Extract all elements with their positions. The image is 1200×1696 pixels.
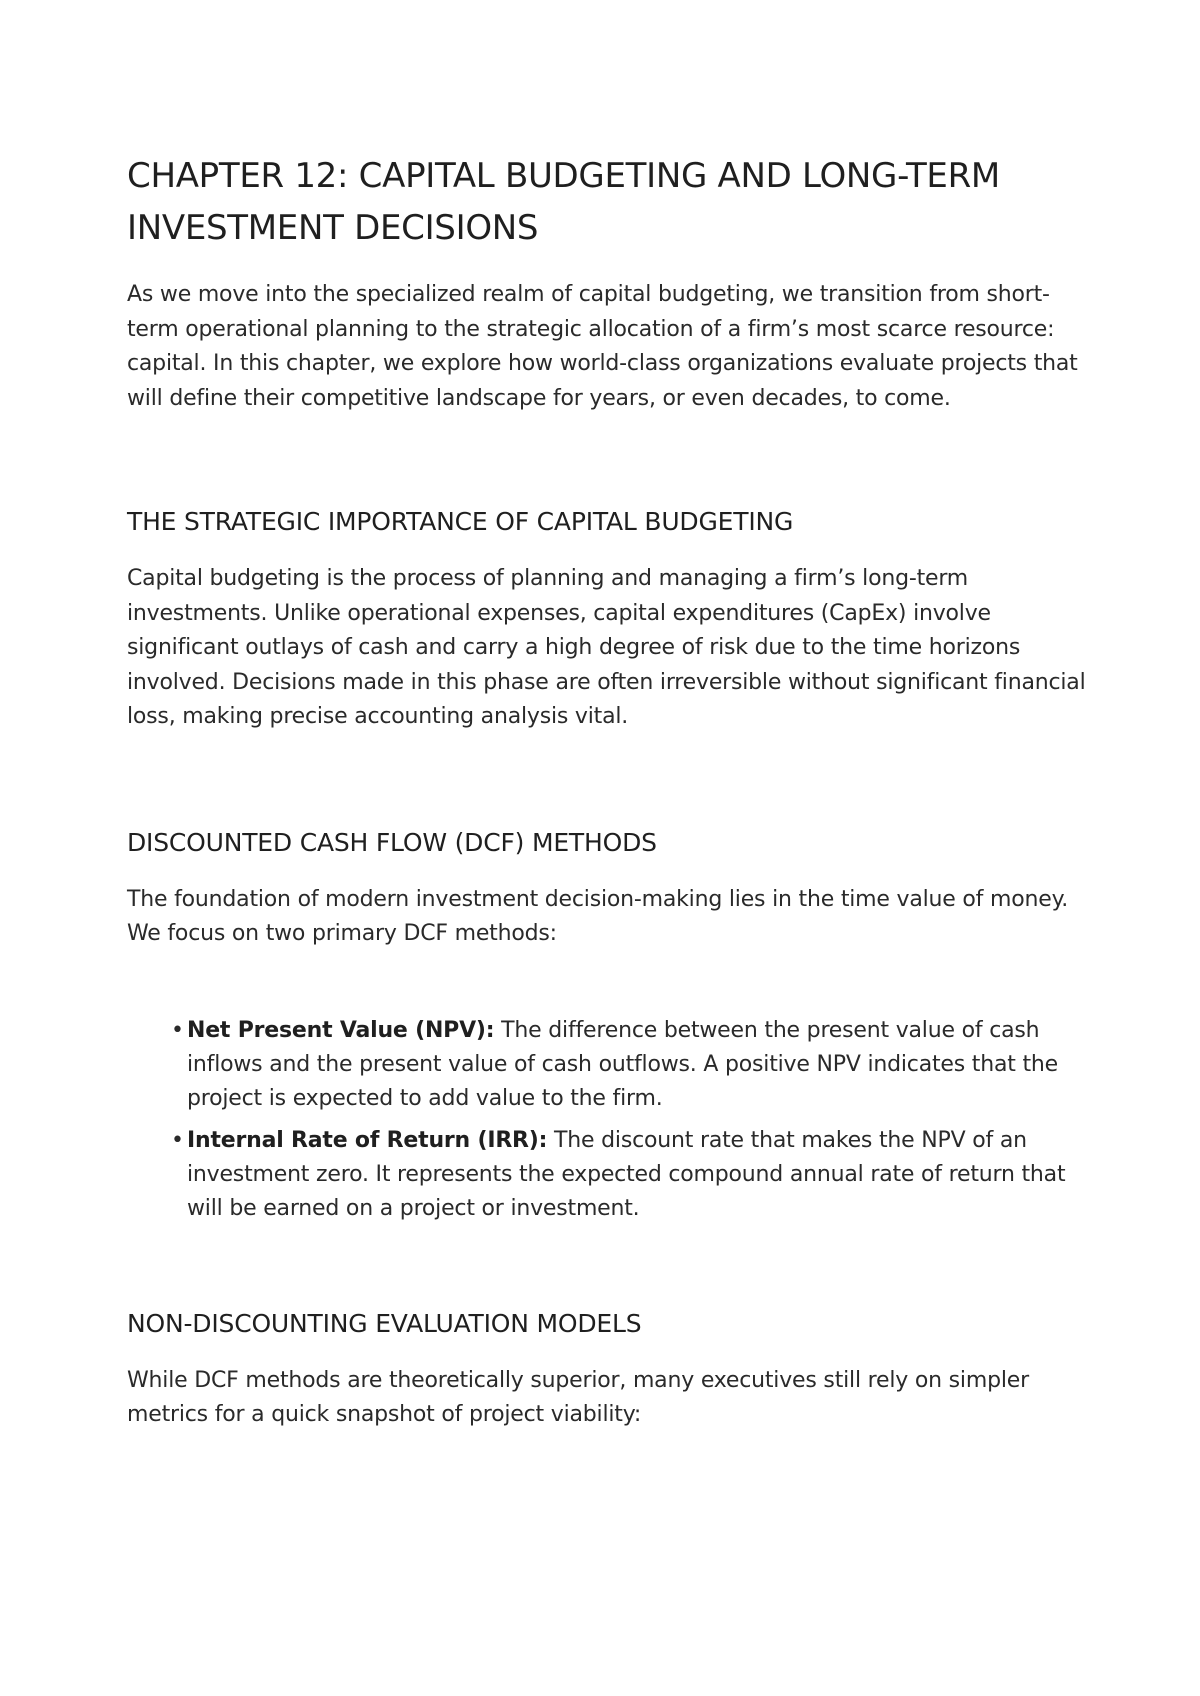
section-body-non-discounting: While DCF methods are theoretically superior, many executives still rely on simpler metrics for a quick snapshot of project viability: — [127, 1367, 1029, 1427]
section-body-strategic-importance: Capital budgeting is the process of planning and managing a firm’s long-term investments. Unlike operational expenses, capital expenditures (CapEx) involve significant outlays of cash and carry a high degree of risk due to the time horizons involved. Decisions made in this phase are often irreversible without significant financial loss, making precise accounting analysis vital. — [127, 566, 1086, 729]
intro-paragraph: As we move into the specialized realm of capital budgeting, we transition from short-term operational planning to the strategic allocation of a firm’s most scarce resource: capital. In this chapter, we explore how world-class organizations evaluate projects that will define their competitive landscape for years, or even decades, to come. — [127, 282, 1078, 411]
dcf-methods-list — [127, 1014, 1087, 1226]
term-irr: Internal Rate of Return (IRR): — [187, 1127, 548, 1153]
document-page — [127, 150, 1087, 1433]
section-heading-dcf-methods: DISCOUNTED CASH FLOW (DCF) METHODS — [127, 827, 657, 857]
bullet-marker: • — [171, 1127, 184, 1153]
bullet-marker: • — [171, 1017, 184, 1043]
section-heading-strategic-importance: THE STRATEGIC IMPORTANCE OF CAPITAL BUDGETING — [127, 507, 794, 536]
chapter-title: CHAPTER 12: CAPITAL BUDGETING AND LONG-TERM INVESTMENT DECISIONS — [127, 156, 1000, 248]
list-item-npv — [171, 1014, 1087, 1116]
definition-irr: The discount rate that makes the NPV of an investment zero. It represents the expected compound annual rate of return that will be earned on a project or investment. — [187, 1127, 1066, 1221]
section-heading-non-discounting: NON-DISCOUNTING EVALUATION MODELS — [127, 1308, 642, 1338]
definition-npv: The difference between the present value of cash inflows and the present value of cash outflows. A positive NPV indicates that the project is expected to add value to the firm. — [187, 1017, 1058, 1111]
term-npv: Net Present Value (NPV): — [187, 1017, 495, 1043]
list-item-irr — [171, 1124, 1087, 1226]
section-body-dcf-methods: The foundation of modern investment decision-making lies in the time value of money. We focus on two primary DCF methods: — [127, 886, 1069, 946]
